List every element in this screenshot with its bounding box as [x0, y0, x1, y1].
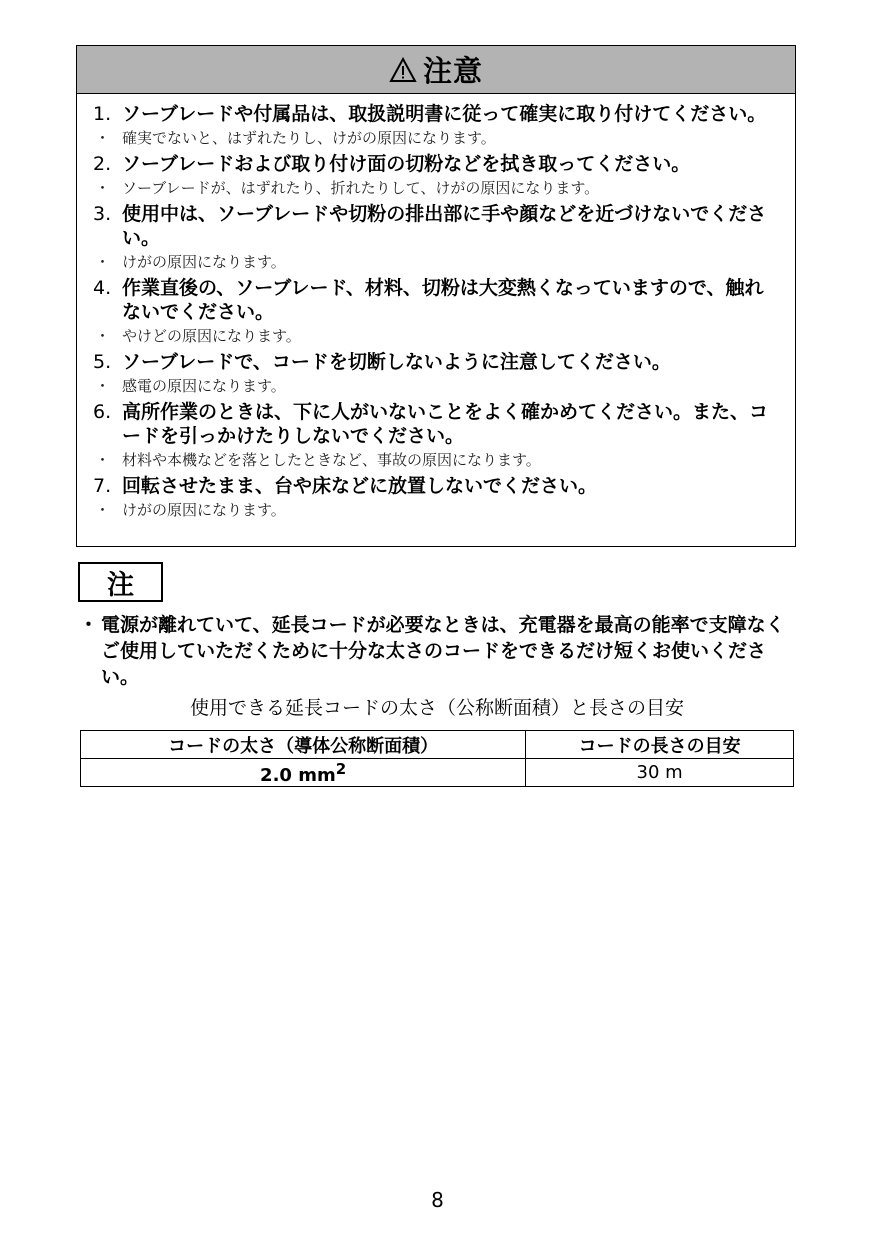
- item-text: ソーブレードや付属品は、取扱説明書に従って確実に取り付けてください。: [122, 103, 767, 125]
- note-text: 材料や本機などを落としたときなど、事故の原因になります。: [122, 451, 541, 469]
- item-number: 5.: [93, 351, 112, 373]
- warning-triangle-icon: [389, 57, 417, 83]
- item-number: 6.: [93, 401, 112, 423]
- item-number: 4.: [93, 277, 112, 299]
- note-text: ソーブレードが、はずれたり、折れたりして、けがの原因になります。: [122, 179, 600, 197]
- caution-item: [77, 102, 795, 126]
- cell-length: 30 m: [526, 759, 794, 787]
- item-text: 回転させたまま、台や床などに放置しないでください。: [122, 475, 598, 497]
- note-body: 電源が離れていて、延長コードが必要なときは、充電器を最高の能率で支障なくご使用していただくために十分な太さのコードをできるだけ短くお使いください。: [101, 614, 785, 688]
- note-text: 確実でないと、はずれたりし、けがの原因になります。: [122, 129, 496, 147]
- caution-item: [77, 276, 795, 324]
- caution-box: [76, 45, 796, 547]
- item-text: ソーブレードおよび取り付け面の切粉などを拭き取ってください。: [122, 153, 691, 175]
- note-text: 感電の原因になります。: [122, 377, 286, 395]
- note-text: けがの原因になります。: [122, 501, 286, 519]
- table-title: 使用できる延長コードの太さ（公称断面積）と長さの目安: [189, 697, 684, 719]
- caution-title: 注意: [422, 54, 483, 88]
- table-header-row: [81, 731, 794, 759]
- gauge-superscript: 2: [335, 759, 347, 778]
- note-label-box: [78, 562, 163, 602]
- caution-item: [77, 202, 795, 250]
- page-number: 8: [431, 1188, 444, 1212]
- caution-note: ・ けがの原因になります。: [95, 253, 286, 271]
- note-text: やけどの原因になります。: [122, 327, 301, 345]
- header-cord-gauge: コードの太さ（導体公称断面積）: [81, 731, 526, 759]
- caution-note: ・ けがの原因になります。: [95, 501, 286, 519]
- item-number: 3.: [93, 203, 112, 225]
- table-row: [81, 759, 794, 787]
- caution-header: [77, 46, 795, 94]
- item-text: 高所作業のときは、下に人がいないことをよく確かめてください。また、コードを引っかけたりしないでください。: [122, 401, 769, 447]
- item-number: 2.: [93, 153, 112, 175]
- note-paragraph: [77, 612, 797, 690]
- caution-item: [77, 152, 795, 176]
- gauge-value: 2.0 mm: [260, 764, 336, 786]
- item-text: 使用中は、ソーブレードや切粉の排出部に手や顔などを近づけないでください。: [122, 203, 767, 249]
- header-cord-length: コードの長さの目安: [526, 731, 794, 759]
- note-bullet: ・: [79, 614, 99, 636]
- caution-note: ・ 感電の原因になります。: [95, 377, 286, 395]
- item-number: 1.: [93, 103, 112, 125]
- item-text: 作業直後の、ソーブレード、材料、切粉は大変熱くなっていますので、触れないでください。: [122, 277, 764, 323]
- caution-item: [77, 474, 795, 498]
- cell-gauge: [81, 759, 526, 787]
- caution-list: [77, 94, 795, 521]
- caution-item: [77, 400, 795, 448]
- caution-note: ・ やけどの原因になります。: [95, 327, 301, 345]
- caution-note: ・ 確実でないと、はずれたりし、けがの原因になります。: [95, 129, 496, 147]
- caution-note: ・ ソーブレードが、はずれたり、折れたりして、けがの原因になります。: [95, 179, 600, 197]
- caution-note: ・ 材料や本機などを落としたときなど、事故の原因になります。: [95, 451, 541, 469]
- item-number: 7.: [93, 475, 112, 497]
- extension-cord-table: [80, 730, 794, 787]
- note-text: けがの原因になります。: [122, 253, 286, 271]
- item-text: ソーブレードで、コードを切断しないように注意してください。: [122, 351, 671, 373]
- note-label: 注: [107, 569, 134, 601]
- caution-item: [77, 350, 795, 374]
